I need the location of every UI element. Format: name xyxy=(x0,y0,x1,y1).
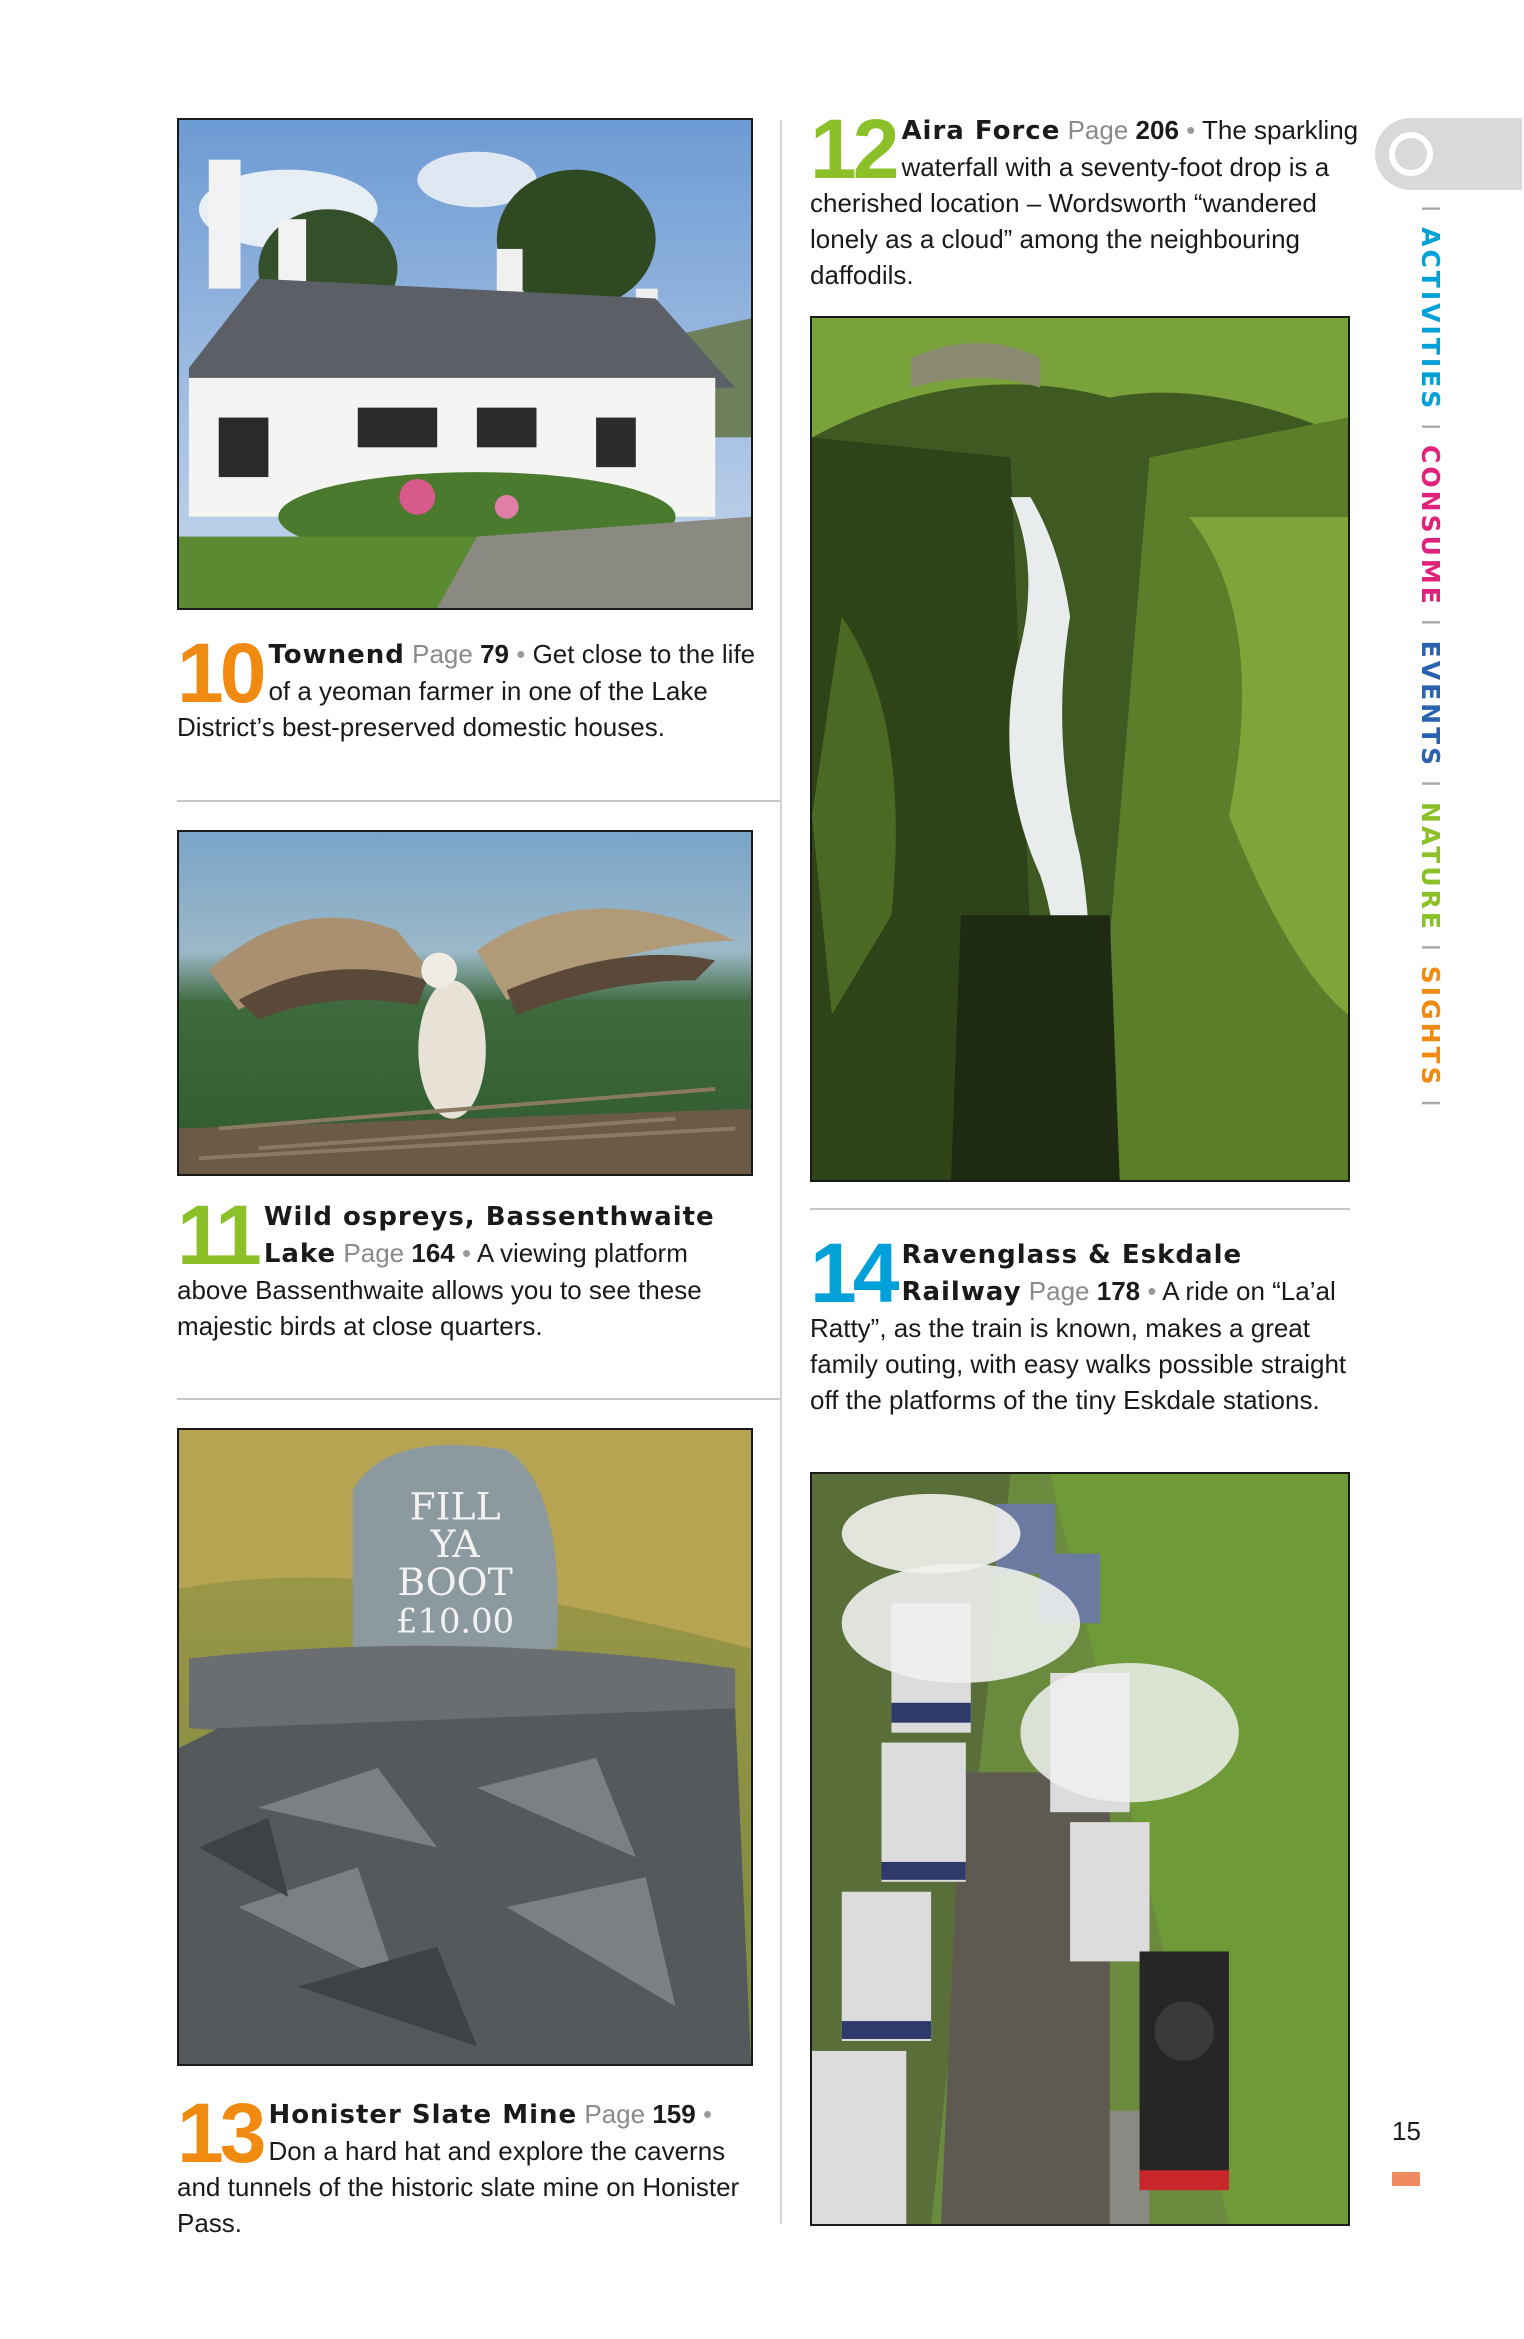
bullet-dot: • xyxy=(1186,115,1196,145)
entry-ospreys xyxy=(177,1188,757,1344)
entry-townend xyxy=(177,626,757,745)
entry-number: 11 xyxy=(177,1188,258,1282)
entry-honister xyxy=(177,2086,757,2241)
nav-item-nature[interactable]: NATURE xyxy=(1416,801,1445,932)
section-nav xyxy=(1415,205,1445,1110)
entry-title: Wild ospreys, Bassenthwaite Lake xyxy=(263,1202,715,1269)
nav-separator: I xyxy=(1416,1099,1445,1110)
page-number: 15 xyxy=(1392,2116,1421,2146)
column-divider xyxy=(780,120,782,2224)
sign-text: BOOT xyxy=(397,1559,513,1604)
nav-item-events[interactable]: EVENTS xyxy=(1416,640,1445,769)
entry-number: 12 xyxy=(810,102,896,196)
divider xyxy=(177,800,780,802)
entry-title: Aira Force xyxy=(901,116,1061,146)
entry-title: Townend xyxy=(268,640,405,670)
nav-item-sights[interactable]: SIGHTS xyxy=(1416,965,1445,1088)
sign-text: £10.00 xyxy=(396,1601,515,1641)
nav-separator: I xyxy=(1416,779,1445,791)
divider xyxy=(810,1208,1350,1210)
entry-body: A viewing platform above Bassenthwaite allows you to see these majestic birds at close quarters. xyxy=(177,1238,702,1341)
page-label: Page xyxy=(1028,1276,1090,1306)
aira-force-photo xyxy=(810,316,1350,1182)
page-ref-link[interactable]: 164 xyxy=(411,1238,455,1268)
page-ref-link[interactable]: 79 xyxy=(480,639,509,669)
sign-text: FILL xyxy=(409,1484,501,1529)
circle-icon xyxy=(1389,132,1433,176)
section-tab xyxy=(1375,118,1522,190)
entry-title: Honister Slate Mine xyxy=(268,2100,578,2130)
bullet-dot: • xyxy=(1147,1276,1157,1306)
entry-body: Don a hard hat and explore the caverns and tunnels of the historic slate mine on Honister Pass. xyxy=(177,2136,740,2238)
page-label: Page xyxy=(412,639,473,669)
entry-body: A ride on “La’al Ratty”, as the train is known, makes a great family outing, with easy walks possible straight off the platforms of the tiny Eskdale stations. xyxy=(810,1276,1347,1415)
entry-aira-force xyxy=(810,102,1370,293)
townend-photo xyxy=(177,118,753,610)
page-label: Page xyxy=(343,1238,405,1268)
nav-separator: I xyxy=(1416,205,1445,216)
osprey-photo xyxy=(177,830,753,1176)
page-label: Page xyxy=(584,2099,646,2129)
entry-ravenglass-railway xyxy=(810,1226,1370,1418)
page-ref-link[interactable]: 159 xyxy=(652,2099,696,2129)
nav-item-consume[interactable]: CONSUME xyxy=(1416,445,1445,607)
railway-photo xyxy=(810,1472,1350,2226)
entry-number: 14 xyxy=(810,1226,896,1320)
divider xyxy=(177,1398,780,1400)
bullet-dot: • xyxy=(702,2099,713,2129)
bullet-dot: • xyxy=(516,639,526,669)
page-ref-link[interactable]: 206 xyxy=(1135,115,1179,145)
entry-title: Ravenglass & Eskdale Railway xyxy=(901,1240,1243,1307)
entry-body: The sparkling waterfall with a seventy-foot drop is a cherished location – Wordsworth “wandered lonely as a cloud” among the neighbouring daffodils. xyxy=(810,115,1359,290)
page-marker xyxy=(1392,2172,1420,2186)
honister-photo xyxy=(177,1428,753,2066)
page-label: Page xyxy=(1067,115,1129,145)
entry-number: 13 xyxy=(177,2086,263,2180)
nav-item-activities[interactable]: ACTIVITIES xyxy=(1416,227,1445,412)
bullet-dot: • xyxy=(461,1238,472,1268)
nav-separator: I xyxy=(1416,618,1445,629)
nav-separator: I xyxy=(1416,422,1445,434)
entry-number: 10 xyxy=(177,626,263,720)
nav-separator: I xyxy=(1416,943,1445,955)
entry-body: Get close to the life of a yeoman farmer in one of the Lake District’s best-preserved domestic houses. xyxy=(177,639,756,742)
page-ref-link[interactable]: 178 xyxy=(1096,1276,1141,1306)
sign-text: YA xyxy=(430,1522,480,1567)
